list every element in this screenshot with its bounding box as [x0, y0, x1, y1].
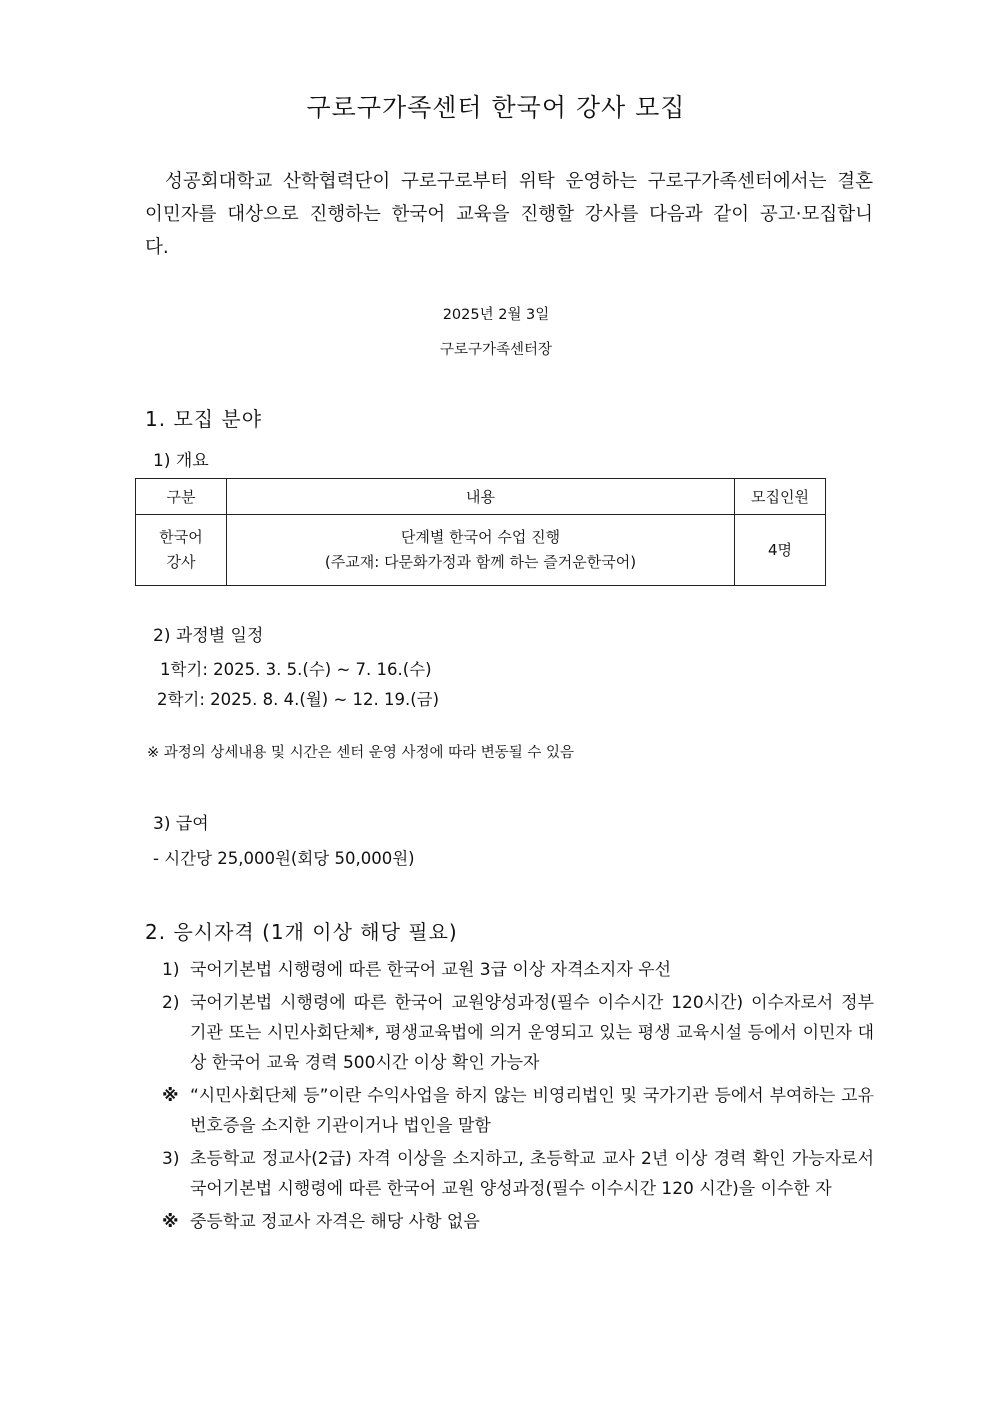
term1-schedule: 1학기: 2025. 3. 5.(수) ~ 7. 16.(수) [160, 660, 432, 679]
note-mark: ※ [162, 1212, 179, 1232]
list-item [162, 955, 874, 985]
qualification-list [162, 955, 874, 1237]
list-item-number: 1) [162, 960, 180, 980]
category-line1: 한국어 [159, 528, 203, 546]
list-item [162, 1081, 874, 1141]
table-cell-content [227, 515, 735, 586]
list-item-number: 3) [162, 1149, 180, 1169]
list-item-text: 국어기본법 시행령에 따른 한국어 교원양성과정(필수 이수시간 120시간) 이수자로서 정부 기관 또는 시민사회단체*, 평생교육법에 의거 운영되고 있는 평생 교육시설 등에서 이민자 대상 한국어 교육 경력 500시간 이상 확인 가능자 [190, 993, 874, 1073]
list-item-text: “시민사회단체 등”이란 수익사업을 하지 않는 비영리법인 및 국가기관 등에서 부여하는 고유번호증을 소지한 기관이거나 법인을 말함 [190, 1086, 874, 1136]
table-cell-category [136, 515, 227, 586]
recruitment-table [135, 478, 826, 586]
content-line2: (주교재: 다문화가정과 함께 하는 즐거운한국어) [324, 553, 637, 571]
table-header-count: 모집인원 [735, 479, 826, 515]
list-item-text: 국어기본법 시행령에 따른 한국어 교원 3급 이상 자격소지자 우선 [190, 960, 672, 980]
intro-paragraph [145, 165, 873, 264]
table-header-row [136, 479, 826, 515]
table-header-category: 구분 [136, 479, 227, 515]
term2-schedule: 2학기: 2025. 8. 4.(월) ~ 12. 19.(금) [157, 690, 440, 709]
intro-text: 성공회대학교 산학협력단이 구로구로부터 위탁 운영하는 구로구가족센터에서는 결혼이민자를 대상으로 진행하는 한국어 교육을 진행할 강사를 다음과 같이 공고·모집합니다. [145, 171, 873, 258]
list-item [162, 1144, 874, 1204]
list-item-number: 2) [162, 993, 180, 1013]
note-mark: ※ [162, 1086, 179, 1106]
table-cell-count: 4명 [735, 515, 826, 586]
overview-heading: 1) 개요 [153, 451, 209, 471]
pay-line: - 시간당 25,000원(회당 50,000원) [153, 849, 415, 868]
pay-heading: 3) 급여 [153, 814, 209, 834]
announcement-date: 2025년 2월 3일 [442, 307, 550, 323]
table-row [136, 515, 826, 586]
list-item [162, 1207, 874, 1237]
section1-heading: 1. 모집 분야 [145, 407, 263, 431]
schedule-note: ※ 과정의 상세내용 및 시간은 센터 운영 사정에 따라 변동될 수 있음 [147, 745, 575, 761]
content-line1: 단계별 한국어 수업 진행 [400, 528, 561, 546]
list-item-text: 초등학교 정교사(2급) 자격 이상을 소지하고, 초등학교 교사 2년 이상 경력 확인 가능자로서 국어기본법 시행령에 따른 한국어 교원 양성과정(필수 이수시간 120 시간)을 이수한 자 [190, 1149, 874, 1199]
category-line2: 강사 [166, 553, 196, 571]
issuer-name: 구로구가족센터장 [439, 342, 553, 358]
schedule-heading: 2) 과정별 일정 [153, 626, 264, 646]
section2-heading: 2. 응시자격 (1개 이상 해당 필요) [145, 920, 458, 944]
list-item-text: 중등학교 정교사 자격은 해당 사항 없음 [190, 1212, 480, 1232]
table-header-content: 내용 [227, 479, 735, 515]
document-title: 구로구가족센터 한국어 강사 모집 [306, 93, 686, 122]
list-item [162, 988, 874, 1078]
